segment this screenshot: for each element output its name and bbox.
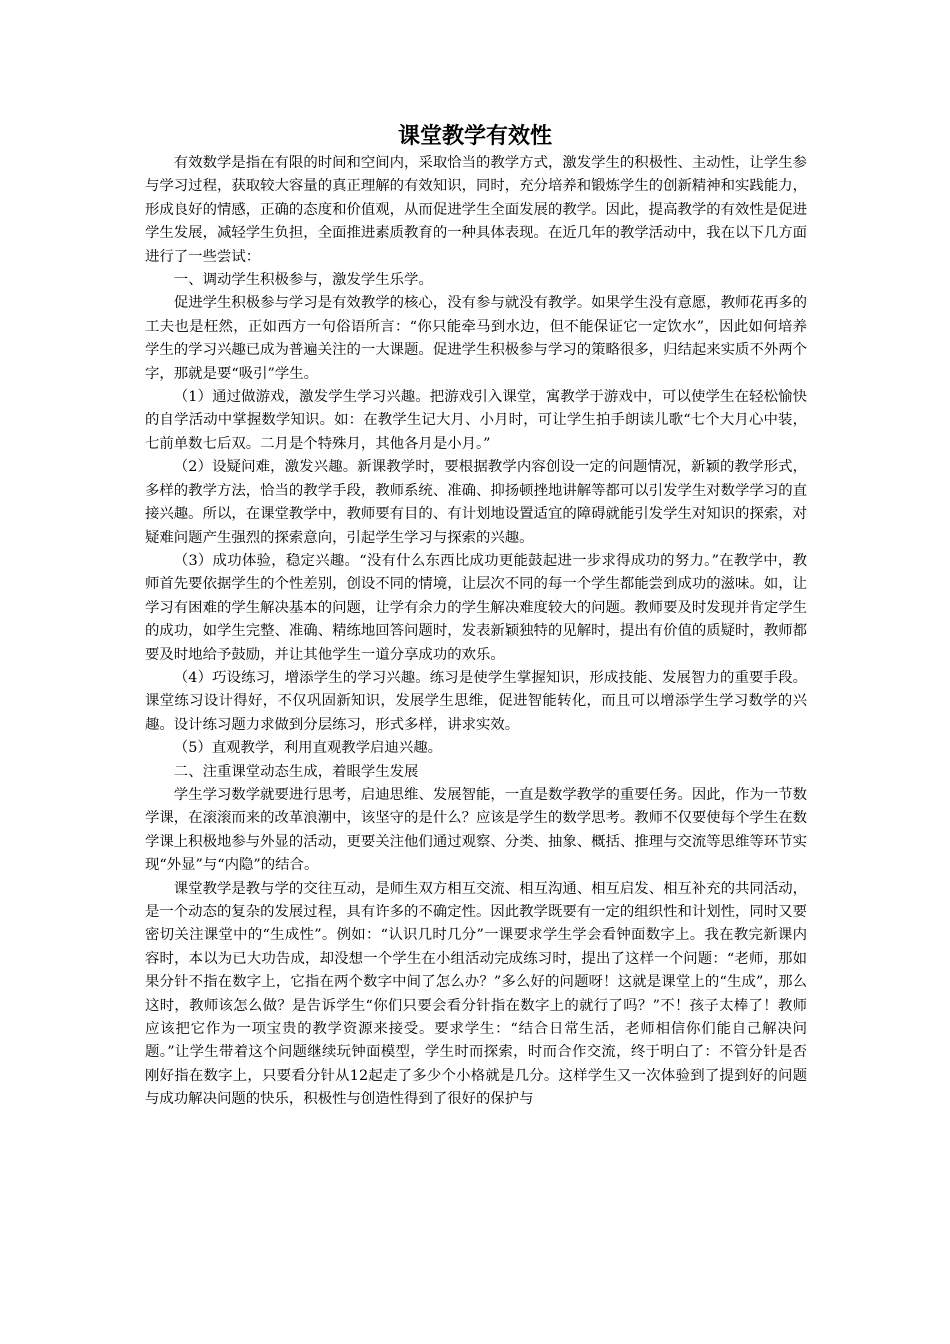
paragraph-point-1-games: （1）通过做游戏，激发学生学习兴趣。把游戏引入课堂，寓教学于游戏中，可以使学生在轻松愉快的自学活动中掌握数学知识。如：在教学生记大月、小月时，可让学生拍手朗读儿歌“七个大月心中装，七前单数七后双。二月是个特殊月，其他各月是小月。” — [145, 389, 807, 452]
paragraph-intro: 有效数学是指在有限的时间和空间内，采取恰当的教学方式，激发学生的积极性、主动性，让学生参与学习过程，获取较大容量的真正理解的有效知识，同时，充分培养和锻炼学生的创新精神和实践能力，形成良好的情感，正确的态度和价值观，从而促进学生全面发展的教学。因此，提高教学的有效性是促进学生发展，减轻学生负担，全面推进素质教育的一种具体表现。在近几年的教学活动中，我在以下几方面进行了一些尝试： — [145, 155, 807, 265]
paragraph-point-2-questions: （2）设疑问难，激发兴趣。新课教学时，要根据教学内容创设一定的问题情况，新颖的教学形式，多样的教学方法，恰当的教学手段，教师系统、准确、抑扬顿挫地讲解等都可以引发学生对数学学习的直接兴趣。所以，在课堂教学中，教师要有目的、有计划地设置适宜的障碍就能引发学生对知识的探索，对疑难问题产生强烈的探索意向，引起学生学习与探索的兴趣。 — [145, 459, 807, 546]
paragraph-thinking: 学生学习数学就要进行思考，启迪思维、发展智能，一直是数学教学的重要任务。因此，作为一节数学课，在滚滚而来的改革浪潮中，该坚守的是什么？应该是学生的数学思考。教师不仅要使每个学生在数学课上积极地参与外显的活动，更要关注他们通过观察、分类、抽象、概括、推理与交流等思维等环节实现“外显”与“内隐”的结合。 — [145, 786, 807, 874]
paragraph-point-5-visual: （5）直观教学，利用直观教学启迪兴趣。 — [173, 740, 442, 757]
document-title: 课堂教学有效性 — [397, 123, 552, 149]
heading-section-2: 二、注重课堂动态生成，着眼学生发展 — [173, 763, 419, 780]
paragraph-dynamic-generation: 课堂教学是教与学的交往互动，是师生双方相互交流、相互沟通、相互启发、相互补充的共同活动，是一个动态的复杂的发展过程，具有许多的不确定性。因此教学既要有一定的组织性和计划性，同时又要密切关注课堂中的“生成性”。例如：“认识几时几分”一课要求学生学会看钟面数字上。我在教完新课内容时，本以为已大功告成，却没想一个学生在小组活动完成练习时，提出了这样一个问题：“老师，那如果分针不指在数字上，它指在两个数字中间了怎么办？”多么好的问题呀！这就是课堂上的“生成”，那么这时，教师该怎么做？是告诉学生“你们只要会看分针指在数字上的就行了吗？”不！孩子太棒了！教师应该把它作为一项宝贵的教学资源来接受。要求学生：“结合日常生活，老师相信你们能自己解决问题。”让学生带着这个问题继续玩钟面模型，学生时而探索，时而合作交流，终于明白了：不管分针是否刚好指在数字上，只要看分针从12起走了多少个小格就是几分。这样学生又一次体验到了提到好的问题与成功解决问题的快乐，积极性与创造性得到了很好的保护与 — [145, 880, 807, 1108]
heading-section-1: 一、调动学生积极参与，激发学生乐学。 — [173, 272, 433, 289]
document-body — [145, 152, 807, 1112]
paragraph-point-4-exercises: （4）巧设练习，增添学生的学习兴趣。练习是使学生掌握知识，形成技能、发展智力的重要手段。课堂练习设计得好，不仅巩固新知识，发展学生思维，促进智能转化，而且可以增添学生学习数学的兴趣。设计练习题力求做到分层练习，形式多样，讲求实效。 — [145, 669, 807, 733]
paragraph-point-3-success: （3）成功体验，稳定兴趣。“没有什么东西比成功更能鼓起进一步求得成功的努力。”在教学中，教师首先要依据学生的个性差别，创设不同的情境，让层次不同的每一个学生都能尝到成功的滋味。如，让学习有困难的学生解决基本的问题，让学有余力的学生解决难度较大的问题。教师要及时发现并肯定学生的成功，如学生完整、准确、精练地回答问题时，发表新颖独特的见解时，提出有价值的质疑时，教师都要及时地给予鼓励，并让其他学生一道分享成功的欢乐。 — [145, 552, 807, 663]
paragraph-participation: 促进学生积极参与学习是有效教学的核心，没有参与就没有教学。如果学生没有意愿，教师花再多的工夫也是枉然，正如西方一句俗语所言：“你只能牵马到水边，但不能保证它一定饮水”，因此如何培养学生的学习兴趣已成为普遍关注的一大课题。促进学生积极参与学习的策略很多，归结起来实质不外两个字，那就是要“吸引”学生。 — [145, 295, 807, 382]
